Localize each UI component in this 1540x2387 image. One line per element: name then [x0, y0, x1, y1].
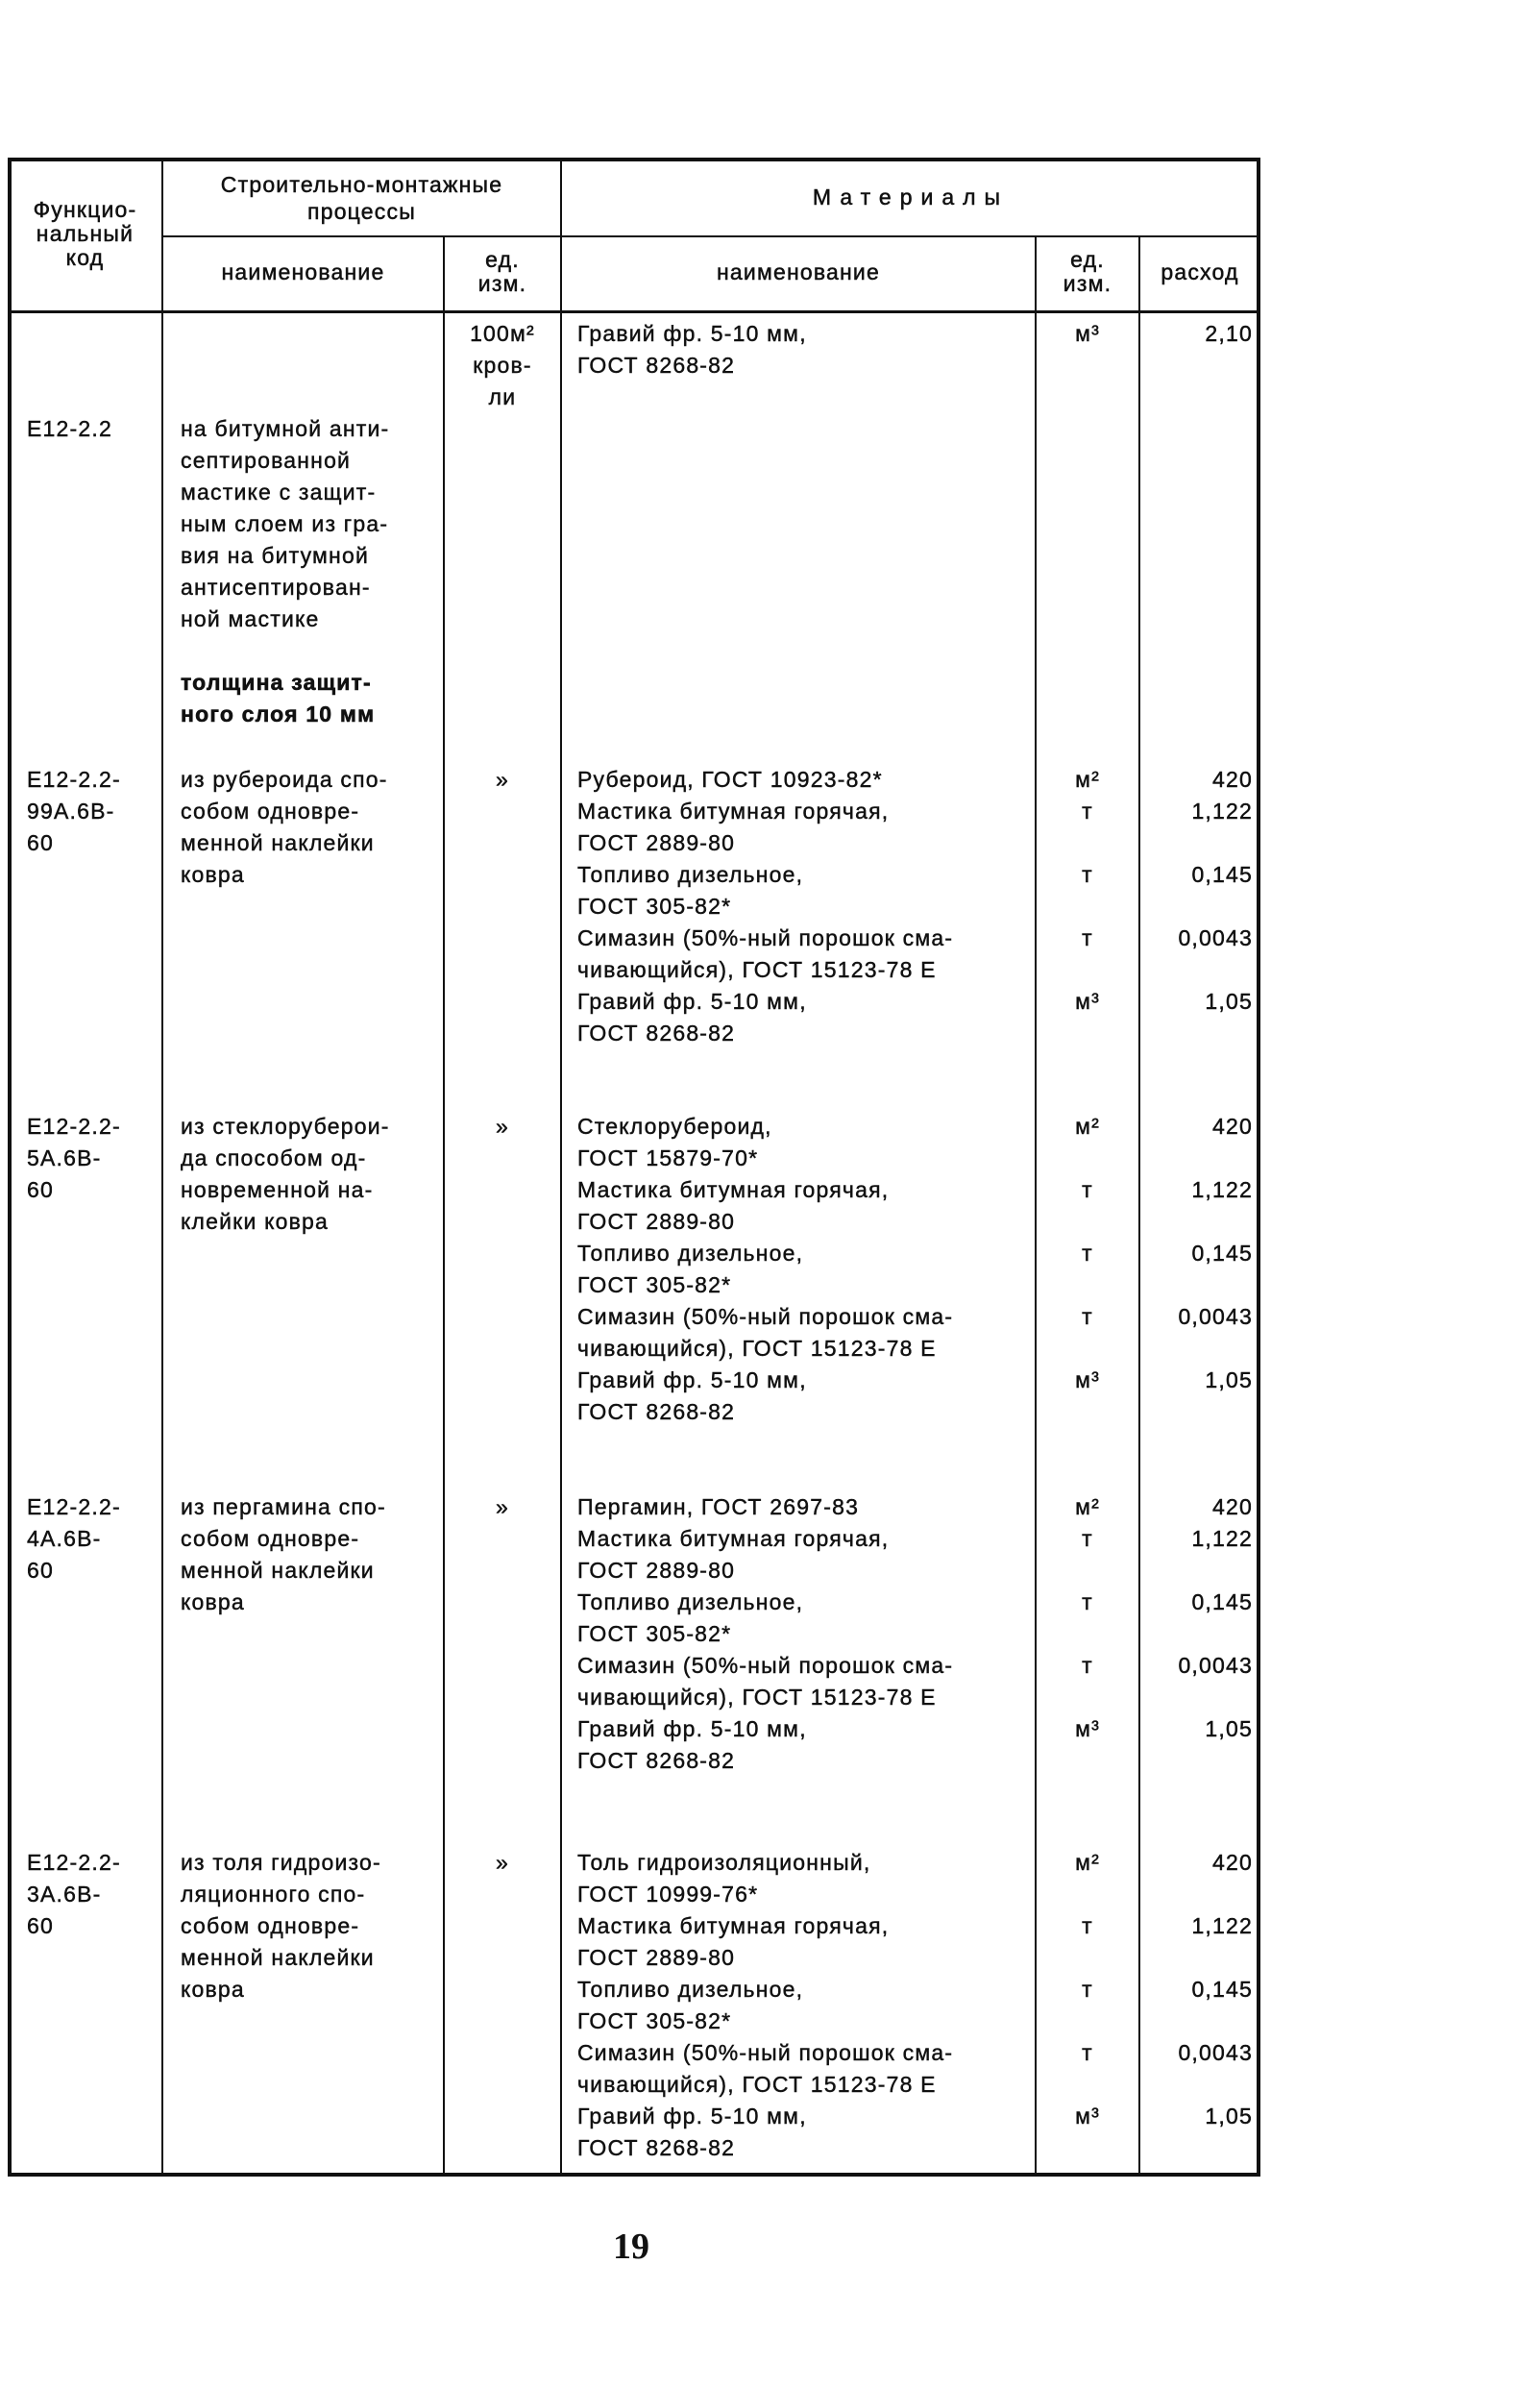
header-materials-group: Материалы: [812, 185, 1010, 209]
material-name-line: Топливо дизельное,: [577, 1588, 804, 1614]
function-code-line: Е12-2.2-: [27, 766, 121, 792]
process-name-line: мастике с защит-: [181, 479, 377, 504]
header-material-unit: [1036, 248, 1139, 296]
material-unit: т: [1082, 1652, 1093, 1678]
material-rate: 1,122: [1191, 798, 1253, 824]
material-unit: м²: [1075, 766, 1100, 792]
material-name-line: чивающийся), ГОСТ 15123-78 Е: [577, 1335, 937, 1361]
material-name-line: ГОСТ 8268-82: [577, 2134, 736, 2160]
function-code-line: 5А.6В-: [27, 1144, 102, 1170]
process-note-line: ного слоя 10 мм: [181, 701, 376, 726]
process-name-line: из стеклоруберои-: [181, 1113, 390, 1139]
process-unit-line: ли: [488, 383, 517, 409]
material-name-line: Стеклорубероид,: [577, 1113, 772, 1139]
process-unit-line: »: [496, 1849, 509, 1875]
process-unit-line: 100м²: [470, 320, 535, 346]
function-code-line: 99А.6В-: [27, 798, 115, 824]
function-code-line: 4А.6В-: [27, 1525, 102, 1551]
process-name-line: собом одновре-: [181, 798, 360, 824]
material-rate: 0,145: [1191, 1240, 1253, 1266]
process-name-line: ковра: [181, 1976, 245, 2002]
material-unit: м²: [1075, 1849, 1100, 1875]
header-material-unit-line: изм.: [1063, 271, 1112, 296]
header-bottom-divider: [8, 310, 1260, 313]
process-unit-line: »: [496, 766, 509, 792]
column-divider: [443, 236, 445, 2177]
material-unit: м²: [1075, 1113, 1100, 1139]
header-code: [8, 198, 162, 270]
process-name-line: ным слоем из гра-: [181, 510, 389, 536]
column-divider: [560, 158, 562, 2177]
function-code-line: 3А.6В-: [27, 1881, 102, 1907]
material-name-line: Мастика битумная горячая,: [577, 1176, 890, 1202]
material-rate: 1,05: [1205, 988, 1253, 1014]
page-number: 19: [613, 2227, 649, 2267]
header-process-unit: [444, 248, 561, 296]
material-rate: 1,05: [1205, 2103, 1253, 2129]
function-code-line: Е12-2.2-: [27, 1493, 121, 1519]
process-name-line: менной наклейки: [181, 829, 375, 855]
material-rate: 0,0043: [1178, 2039, 1253, 2065]
process-name-line: менной наклейки: [181, 1557, 375, 1583]
material-name-line: Толь гидроизоляционный,: [577, 1849, 871, 1875]
material-rate: 1,122: [1191, 1912, 1253, 1938]
process-unit-line: »: [496, 1113, 509, 1139]
material-name-line: чивающийся), ГОСТ 15123-78 Е: [577, 956, 937, 982]
material-name-line: Симазин (50%-ный порошок сма-: [577, 924, 954, 950]
material-name-line: Симазин (50%-ный порошок сма-: [577, 2039, 954, 2065]
function-code-line: 60: [27, 1912, 54, 1938]
material-unit: т: [1082, 861, 1093, 887]
process-name-line: собом одновре-: [181, 1912, 360, 1938]
material-rate: 1,05: [1205, 1715, 1253, 1741]
header-code-line: нальный: [36, 221, 134, 246]
material-name-line: Гравий фр. 5-10 мм,: [577, 320, 807, 346]
material-name-line: ГОСТ 10999-76*: [577, 1881, 759, 1907]
process-name-line: новременной на-: [181, 1176, 374, 1202]
header-code-line: Функцио-: [33, 197, 137, 222]
material-unit: т: [1082, 1588, 1093, 1614]
header-divider: [162, 235, 1260, 237]
material-name-line: ГОСТ 2889-80: [577, 1944, 736, 1970]
header-material-name: наименование: [717, 259, 880, 284]
function-code-line: Е12-2.2-: [27, 1113, 121, 1139]
function-code-line: Е12-2.2-: [27, 1849, 121, 1875]
material-rate: 0,145: [1191, 1588, 1253, 1614]
column-divider: [1138, 236, 1140, 2177]
header-code-line: код: [65, 245, 105, 270]
column-divider: [1035, 236, 1037, 2177]
material-rate: 0,0043: [1178, 924, 1253, 950]
material-name-line: чивающийся), ГОСТ 15123-78 Е: [577, 2071, 937, 2097]
header-material-unit-line: ед.: [1070, 247, 1105, 272]
material-rate: 1,122: [1191, 1525, 1253, 1551]
material-name-line: ГОСТ 2889-80: [577, 1557, 736, 1583]
process-name-line: вия на битумной: [181, 542, 370, 568]
material-unit: м³: [1075, 2103, 1100, 2129]
material-name-line: Пергамин, ГОСТ 2697-83: [577, 1493, 860, 1519]
material-rate: 420: [1212, 1493, 1253, 1519]
material-name-line: Мастика битумная горячая,: [577, 1525, 890, 1551]
material-name-line: ГОСТ 15879-70*: [577, 1144, 759, 1170]
process-name-line: ковра: [181, 861, 245, 887]
material-name-line: ГОСТ 8268-82: [577, 1020, 736, 1046]
material-rate: 0,145: [1191, 1976, 1253, 2002]
process-name-line: ляционного спо-: [181, 1881, 366, 1907]
material-name-line: ГОСТ 305-82*: [577, 2007, 732, 2033]
material-rate: 0,145: [1191, 861, 1253, 887]
header-process-group: [162, 171, 561, 225]
material-unit: т: [1082, 1525, 1093, 1551]
material-rate: 420: [1212, 1113, 1253, 1139]
material-rate: 420: [1212, 766, 1253, 792]
process-name-line: из пергамина спо-: [181, 1493, 386, 1519]
material-name-line: Мастика битумная горячая,: [577, 1912, 890, 1938]
material-rate: 1,05: [1205, 1366, 1253, 1392]
header-process-unit-line: ед.: [485, 247, 520, 272]
material-unit: т: [1082, 2039, 1093, 2065]
material-unit: м³: [1075, 320, 1100, 346]
material-unit: т: [1082, 798, 1093, 824]
material-unit: м³: [1075, 1715, 1100, 1741]
function-code-line: 60: [27, 1557, 54, 1583]
material-name-line: Гравий фр. 5-10 мм,: [577, 2103, 807, 2129]
material-rate: 420: [1212, 1849, 1253, 1875]
material-unit: т: [1082, 1976, 1093, 2002]
material-name-line: Топливо дизельное,: [577, 1240, 804, 1266]
process-name-line: из толя гидроизо-: [181, 1849, 381, 1875]
process-name-line: септированной: [181, 447, 352, 473]
material-rate: 2,10: [1205, 320, 1253, 346]
material-name-line: ГОСТ 305-82*: [577, 1620, 732, 1646]
material-name-line: Мастика битумная горячая,: [577, 798, 890, 824]
material-unit: т: [1082, 1912, 1093, 1938]
function-code-line: Е12-2.2: [27, 415, 112, 441]
header-process-group-line: процессы: [307, 199, 416, 224]
material-unit: т: [1082, 1240, 1093, 1266]
material-name-line: Гравий фр. 5-10 мм,: [577, 988, 807, 1014]
process-name-line: антисептирован-: [181, 574, 371, 600]
material-rate: 1,122: [1191, 1176, 1253, 1202]
process-name-line: менной наклейки: [181, 1944, 375, 1970]
material-name-line: ГОСТ 8268-82: [577, 1398, 736, 1424]
header-process-name: наименование: [221, 259, 385, 284]
material-name-line: ГОСТ 305-82*: [577, 1271, 732, 1297]
function-code-line: 60: [27, 829, 54, 855]
process-name-line: из рубероида спо-: [181, 766, 388, 792]
process-name-line: ной мастике: [181, 605, 320, 631]
material-unit: м²: [1075, 1493, 1100, 1519]
process-unit-line: »: [496, 1493, 509, 1519]
material-unit: т: [1082, 1176, 1093, 1202]
process-name-line: да способом од-: [181, 1144, 367, 1170]
material-unit: м³: [1075, 988, 1100, 1014]
header-process-group-line: Строительно-монтажные: [220, 172, 503, 197]
header-material-rate: расход: [1161, 259, 1239, 284]
material-name-line: Рубероид, ГОСТ 10923-82*: [577, 766, 883, 792]
material-name-line: ГОСТ 305-82*: [577, 893, 732, 919]
material-name-line: Гравий фр. 5-10 мм,: [577, 1366, 807, 1392]
process-name-line: клейки ковра: [181, 1208, 329, 1234]
material-unit: м³: [1075, 1366, 1100, 1392]
process-note-line: толщина защит-: [181, 669, 372, 695]
material-unit: т: [1082, 924, 1093, 950]
material-name-line: Топливо дизельное,: [577, 1976, 804, 2002]
material-rate: 0,0043: [1178, 1652, 1253, 1678]
material-name-line: ГОСТ 2889-80: [577, 829, 736, 855]
process-name-line: ковра: [181, 1588, 245, 1614]
material-rate: 0,0043: [1178, 1303, 1253, 1329]
material-name-line: Топливо дизельное,: [577, 861, 804, 887]
material-name-line: Симазин (50%-ный порошок сма-: [577, 1303, 954, 1329]
material-name-line: Симазин (50%-ный порошок сма-: [577, 1652, 954, 1678]
material-name-line: ГОСТ 8268-82: [577, 1747, 736, 1773]
header-process-unit-line: изм.: [477, 271, 527, 296]
process-name-line: на битумной анти-: [181, 415, 390, 441]
material-name-line: чивающийся), ГОСТ 15123-78 Е: [577, 1684, 937, 1710]
material-name-line: Гравий фр. 5-10 мм,: [577, 1715, 807, 1741]
material-unit: т: [1082, 1303, 1093, 1329]
process-name-line: собом одновре-: [181, 1525, 360, 1551]
function-code-line: 60: [27, 1176, 54, 1202]
material-name-line: ГОСТ 2889-80: [577, 1208, 736, 1234]
material-name-line: ГОСТ 8268-82: [577, 352, 736, 378]
column-divider: [161, 158, 163, 2177]
process-unit-line: кров-: [473, 352, 532, 378]
